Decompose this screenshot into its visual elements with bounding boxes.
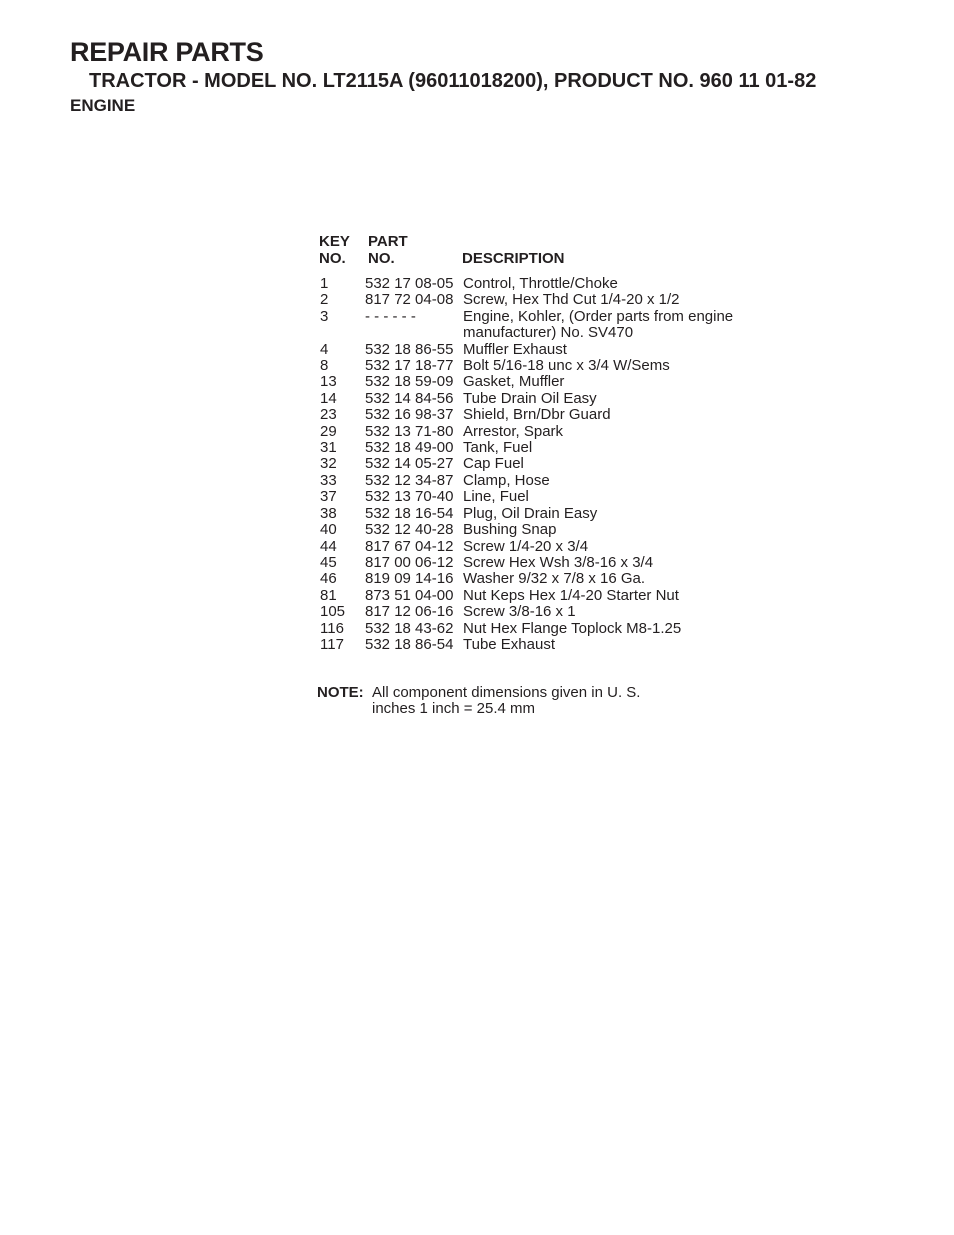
parts-list-header xyxy=(319,234,763,270)
table-row xyxy=(319,506,763,522)
part-description: Bolt 5/16-18 unc x 3/4 W/Sems xyxy=(463,357,670,375)
table-row xyxy=(319,276,763,292)
part-description: Arrestor, Spark xyxy=(463,422,564,440)
table-row xyxy=(319,309,763,342)
part-description: Washer 9/32 x 7/8 x 16 Ga. xyxy=(463,570,646,588)
part-number: 532 18 59-09 xyxy=(365,373,454,391)
part-number: 873 51 04-00 xyxy=(365,586,454,604)
table-row xyxy=(319,440,763,456)
key-number: 44 xyxy=(320,537,337,555)
part-description: Screw 3/8-16 x 1 xyxy=(463,603,576,621)
key-number: 38 xyxy=(320,504,337,522)
part-number: 532 18 16-54 xyxy=(365,504,454,522)
part-number: 817 12 06-16 xyxy=(365,603,454,621)
table-row xyxy=(319,374,763,390)
key-number: 105 xyxy=(320,603,346,621)
key-number: 117 xyxy=(320,635,344,653)
key-number: 3 xyxy=(320,307,329,325)
key-number: 31 xyxy=(320,439,337,457)
part-number: 532 18 43-62 xyxy=(365,619,454,637)
part-number: 532 14 84-56 xyxy=(365,389,454,407)
key-number: 46 xyxy=(320,570,337,588)
part-header-line1: PART xyxy=(368,233,408,250)
table-row xyxy=(319,358,763,374)
key-number: 23 xyxy=(320,406,337,424)
key-header-line2: NO. xyxy=(319,250,346,267)
part-description: Tank, Fuel xyxy=(463,439,533,457)
table-row xyxy=(319,539,763,555)
note-label: NOTE: xyxy=(317,684,364,701)
key-number: 33 xyxy=(320,471,337,489)
key-number: 14 xyxy=(320,389,337,407)
table-row xyxy=(319,571,763,587)
table-row xyxy=(319,473,763,489)
parts-list xyxy=(319,234,763,653)
part-number: 817 00 06-12 xyxy=(365,553,454,571)
part-description: Plug, Oil Drain Easy xyxy=(463,504,598,522)
key-header-line1: KEY xyxy=(319,233,350,250)
table-row xyxy=(319,555,763,571)
table-row xyxy=(319,456,763,472)
part-number: 532 12 34-87 xyxy=(365,471,454,489)
part-number: 817 67 04-12 xyxy=(365,537,454,555)
part-description: Screw, Hex Thd Cut 1/4-20 x 1/2 xyxy=(463,291,680,309)
part-number: 532 18 86-55 xyxy=(365,340,454,358)
part-description: Nut Keps Hex 1/4-20 Starter Nut xyxy=(463,586,679,604)
part-number: 532 16 98-37 xyxy=(365,406,454,424)
part-number: 532 17 08-05 xyxy=(365,275,454,292)
note-text: All component dimensions given in U. S. inches 1 inch = 25.4 mm xyxy=(372,684,641,718)
part-description: Gasket, Muffler xyxy=(463,373,565,391)
part-number: 532 14 05-27 xyxy=(365,455,454,473)
key-number: 32 xyxy=(320,455,337,473)
page-title: REPAIR PARTS xyxy=(70,37,264,67)
table-row xyxy=(319,621,763,637)
part-number: 532 13 71-80 xyxy=(365,422,454,440)
part-number: 532 13 70-40 xyxy=(365,488,454,506)
note xyxy=(317,685,672,718)
part-number: 532 17 18-77 xyxy=(365,357,454,375)
part-header-line2: NO. xyxy=(368,250,395,267)
table-row xyxy=(319,391,763,407)
part-number: 532 18 49-00 xyxy=(365,439,454,457)
table-row xyxy=(319,489,763,505)
table-row xyxy=(319,424,763,440)
key-number: 29 xyxy=(320,422,337,440)
part-description: Nut Hex Flange Toplock M8-1.25 xyxy=(463,619,682,637)
part-description: Screw 1/4-20 x 3/4 xyxy=(463,537,589,555)
table-row xyxy=(319,522,763,538)
key-number: 116 xyxy=(320,619,344,637)
key-number: 8 xyxy=(320,357,329,375)
description-header: DESCRIPTION xyxy=(462,250,565,267)
table-row xyxy=(319,604,763,620)
part-number: 532 12 40-28 xyxy=(365,521,454,539)
part-number: - - - - - - xyxy=(365,307,416,325)
table-row xyxy=(319,407,763,423)
part-number: 532 18 86-54 xyxy=(365,635,454,653)
part-number: 817 72 04-08 xyxy=(365,291,454,309)
page-subtitle: TRACTOR - MODEL NO. LT2115A (96011018200), PRODUCT NO. 960 11 01-82 xyxy=(89,70,817,92)
part-description: Screw Hex Wsh 3/8-16 x 3/4 xyxy=(463,553,654,571)
part-description: Line, Fuel xyxy=(463,488,529,506)
table-row xyxy=(319,588,763,604)
part-description: Clamp, Hose xyxy=(463,471,550,489)
part-description: Shield, Brn/Dbr Guard xyxy=(463,406,611,424)
part-description: Cap Fuel xyxy=(463,455,524,473)
part-description: Engine, Kohler, (Order parts from engine manufacturer) No. SV470 xyxy=(463,307,734,342)
table-row xyxy=(319,637,763,653)
key-number: 2 xyxy=(320,291,329,309)
part-number: 819 09 14-16 xyxy=(365,570,454,588)
part-description: Control, Throttle/Choke xyxy=(463,275,618,292)
key-number: 40 xyxy=(320,521,337,539)
table-row xyxy=(319,342,763,358)
key-number: 13 xyxy=(320,373,337,391)
part-description: Tube Exhaust xyxy=(463,635,555,653)
key-number: 1 xyxy=(320,275,329,292)
part-description: Muffler Exhaust xyxy=(463,340,567,358)
key-number: 81 xyxy=(320,586,337,604)
table-row xyxy=(319,292,763,308)
part-description: Tube Drain Oil Easy xyxy=(463,389,597,407)
parts-rows xyxy=(319,276,763,653)
key-number: 37 xyxy=(320,488,337,506)
part-description: Bushing Snap xyxy=(463,521,557,539)
key-number: 4 xyxy=(320,340,329,358)
section-title: ENGINE xyxy=(70,96,136,115)
key-number: 45 xyxy=(320,553,337,571)
